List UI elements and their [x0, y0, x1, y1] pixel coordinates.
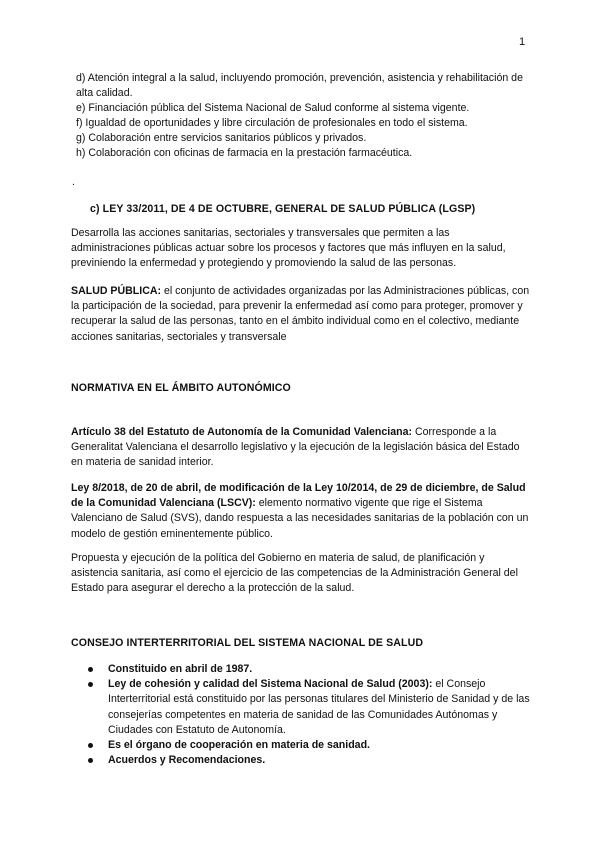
- list-item-d: d) Atención integral a la salud, incluyendo promoción, prevención, asistencia y rehabilitación de alta calidad.: [76, 72, 523, 100]
- articulo38-text: Corresponde a la Generalitat Valenciana el desarrollo legislativo y la ejecución de la legislación básica del Estado en materia de sanidad interior.: [71, 426, 520, 469]
- lgsp-paragraph: Desarrolla las acciones sanitarias, sectoriales y transversales que permiten a las administraciones públicas actuar sobre los procesos y factores que más influyen en la salud, previniendo la enfermedad y protegiendo y promoviendo la salud de las personas.: [71, 227, 506, 270]
- list-item: [86, 677, 531, 738]
- bullet-title: Ley de cohesión y calidad del Sistema Nacional de Salud (2003):: [108, 678, 433, 691]
- bullet-text: Es el órgano de cooperación en materia de sanidad.: [108, 739, 370, 752]
- consejo-heading: CONSEJO INTERTERRITORIAL DEL SISTEMA NACIONAL DE SALUD: [71, 637, 424, 649]
- list-item: [86, 738, 531, 753]
- ley8-paragraph: [71, 481, 531, 542]
- articulo38-paragraph: [71, 425, 531, 471]
- articulo38-title: Artículo 38 del Estatuto de Autonomía de la Comunidad Valenciana:: [71, 426, 413, 438]
- salud-publica-definition: el conjunto de actividades organizadas por las Administraciones públicas, con la participación de la sociedad, para prevenir la enfermedad así como para proteger, promover y recuperar la salud de las personas, tanto en el ámbito individual como en el colectivo, mediante acciones sanitarias, sectoriales y transversale: [71, 285, 530, 343]
- ley8-text: elemento normativo vigente que rige el Sistema Valenciano de Salud (SVS), dando respuesta a las necesidades sanitarias de la población con un modelo de gestión eminentemente público.: [71, 497, 529, 540]
- list-item-e: e) Financiación pública del Sistema Nacional de Salud conforme al sistema vigente.: [76, 102, 470, 114]
- ley8-title: Ley 8/2018, de 20 de abril, de modificación de la Ley 10/2014, de 29 de diciembre, de Salud de la Comunidad Valenciana (LSCV):: [71, 482, 526, 510]
- list-item: [86, 662, 531, 677]
- bullet-icon: [88, 758, 93, 763]
- lgsp-heading: c) LEY 33/2011, DE 4 DE OCTUBRE, GENERAL DE SALUD PÚBLICA (LGSP): [90, 203, 476, 215]
- list-item-h: h) Colaboración con oficinas de farmacia en la prestación farmacéutica.: [76, 147, 413, 159]
- list-item-f: f) Igualdad de oportunidades y libre circulación de profesionales en todo el sistema.: [76, 117, 468, 129]
- consejo-bullet-list: [86, 662, 531, 768]
- bullet-text: el Consejo Interterritorial está constituido por las personas titulares del Ministerio de Sanidad y de las consejerías competentes en materia de sanidad de las Comunidades Autónomas y Ciudades con Estatuto de Autonomía.: [108, 678, 530, 736]
- page-number: 1: [519, 36, 526, 48]
- list-item: [86, 753, 531, 768]
- bullet-icon: [88, 743, 93, 748]
- list-item-g: g) Colaboración entre servicios sanitarios públicos y privados.: [76, 132, 367, 144]
- propuesta-paragraph: Propuesta y ejecución de la política del Gobierno en materia de salud, de planificación y asistencia sanitaria, así como el ejercicio de las competencias de la Administración General del Estado para asegurar el derecho a la protección de la salud.: [71, 552, 518, 595]
- autonomico-heading: NORMATIVA EN EL ÁMBITO AUTONÓMICO: [71, 382, 291, 394]
- bullet-text: Acuerdos y Recomendaciones.: [108, 754, 266, 767]
- salud-publica-term: SALUD PÚBLICA:: [71, 285, 162, 297]
- salud-publica-paragraph: [71, 284, 531, 345]
- bullet-icon: [88, 667, 93, 672]
- stray-dot: .: [72, 176, 75, 188]
- bullet-text: Constituido en abril de 1987.: [108, 663, 253, 675]
- bullet-icon: [88, 682, 93, 687]
